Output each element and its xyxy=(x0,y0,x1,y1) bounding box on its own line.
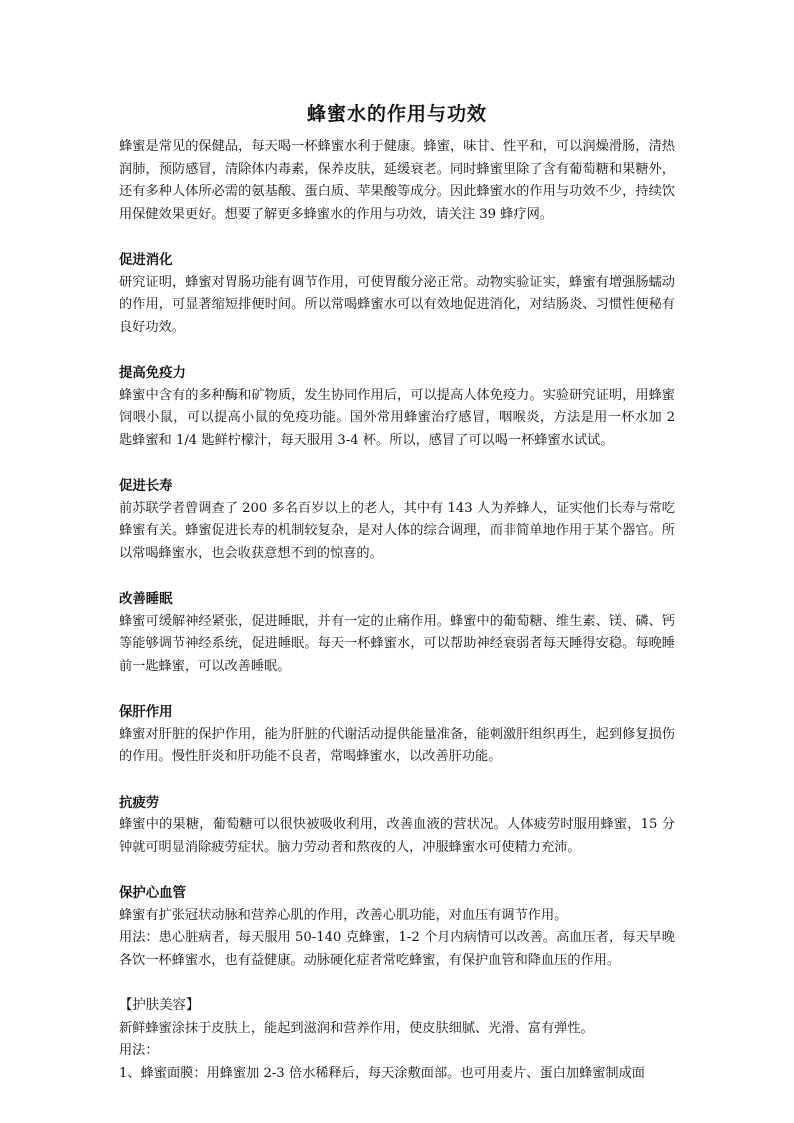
section-paragraph: 蜂蜜中含有的多种酶和矿物质，发生协同作用后，可以提高人体免疫力。实验研究证明，用蜂蜜饲喂小鼠，可以提高小鼠的免疫功能。国外常用蜂蜜治疗感冒，咽喉炎，方法是用一杯水加 2 匙蜂蜜和 1/4 匙鲜柠檬汁，每天服用 3-4 杯。所以，感冒了可以喝一杯蜂蜜水试试。 xyxy=(119,387,675,448)
section-paragraph: 新鲜蜂蜜涂抹于皮肤上，能起到滋润和营养作用，使皮肤细腻、光滑、富有弹性。 xyxy=(119,1020,594,1036)
document-title: 蜂蜜水的作用与功效 xyxy=(306,103,487,125)
section-paragraph: 用法： xyxy=(119,1043,159,1058)
section-heading: 促进消化 xyxy=(119,252,173,268)
document-page xyxy=(119,100,675,1085)
section-paragraph: 蜂蜜中的果糖，葡萄糖可以很快被吸收利用，改善血液的营状况。人体疲劳时服用蜂蜜，15 分钟就可明显消除疲劳症状。脑力劳动者和熬夜的人，冲服蜂蜜水可使精力充沛。 xyxy=(119,817,675,855)
section-paragraph: 1、蜂蜜面膜：用蜂蜜加 2-3 倍水稀释后，每天涂敷面部。也可用麦片、蛋白加蜂蜜制成面 xyxy=(119,1065,645,1081)
section-heading: 保护心血管 xyxy=(119,885,186,901)
section-heading: 抗疲劳 xyxy=(119,794,160,811)
section-longevity xyxy=(119,475,675,565)
section-paragraph: 用法：患心脏病者，每天服用 50-140 克蜂蜜，1-2 个月内病情可以改善。高血压者，每天早晚各饮一杯蜂蜜水，也有益健康。动脉硬化症者常吃蜂蜜，有保护血管和降血压的作用。 xyxy=(119,930,675,968)
intro-paragraph: 蜂蜜是常见的保健品，每天喝一杯蜂蜜水利于健康。蜂蜜，味甘、性平和，可以润燥滑肠，清热润肺，预防感冒，清除体内毒素，保养皮肤，延缓衰老。同时蜂蜜里除了含有葡萄糖和果糖外，还有多种人体所必需的氨基酸、蛋白质、苹果酸等成分。因此蜂蜜水的作用与功效不少，持续饮用保健效果更好。想要了解更多蜂蜜水的作用与功效，请关注 39 蜂疗网。 xyxy=(119,139,675,222)
section-heading: 【护肤美容】 xyxy=(119,998,200,1013)
section-paragraph: 研究证明，蜂蜜对胃肠功能有调节作用，可使胃酸分泌正常。动物实验证实，蜂蜜有增强肠蠕动的作用，可显著缩短排便时间。所以常喝蜂蜜水可以有效地促进消化，对结肠炎、习惯性便秘有良好功效。 xyxy=(119,274,675,335)
section-paragraph: 前苏联学者曾调查了 200 多名百岁以上的老人，其中有 143 人为养蜂人，证实他们长寿与常吃蜂蜜有关。蜂蜜促进长寿的机制较复杂，是对人体的综合调理，而非简单地作用于某个器官。所以常喝蜂蜜水，也会收获意想不到的惊喜的。 xyxy=(119,500,675,561)
section-heading: 改善睡眠 xyxy=(119,591,173,607)
section-immunity xyxy=(119,362,675,452)
section-liver xyxy=(119,701,675,769)
section-heading: 保肝作用 xyxy=(119,704,173,720)
section-skincare xyxy=(119,995,675,1085)
section-fatigue xyxy=(119,792,675,860)
section-cardiovascular xyxy=(119,882,675,972)
section-paragraph: 蜂蜜对肝脏的保护作用，能为肝脏的代谢活动提供能量准备，能刺激肝组织再生，起到修复损伤的作用。慢性肝炎和肝功能不良者，常喝蜂蜜水，以改善肝功能。 xyxy=(119,726,675,764)
section-paragraph: 蜂蜜可缓解神经紧张，促进睡眠，并有一定的止痛作用。蜂蜜中的葡萄糖、维生素、镁、磷、钙等能够调节神经系统，促进睡眠。每天一杯蜂蜜水，可以帮助神经衰弱者每天睡得安稳。每晚睡前一匙蜂蜜，可以改善睡眠。 xyxy=(119,613,675,674)
section-heading: 促进长寿 xyxy=(119,478,173,494)
section-paragraph: 蜂蜜有扩张冠状动脉和营养心肌的作用，改善心肌功能，对血压有调节作用。 xyxy=(119,907,568,923)
section-heading: 提高免疫力 xyxy=(119,365,186,381)
section-digestion xyxy=(119,249,675,339)
section-sleep xyxy=(119,588,675,678)
